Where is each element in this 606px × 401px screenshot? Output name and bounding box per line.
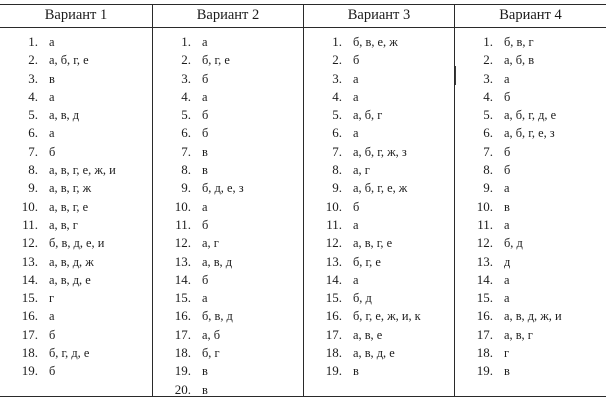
row-number: 4.	[28, 88, 38, 104]
row-number: 17.	[174, 326, 191, 342]
row-answer: а, б, г, ж, з	[353, 144, 407, 159]
row-answer: б	[49, 364, 56, 379]
table-row	[455, 179, 606, 197]
row-number: 6.	[483, 125, 493, 141]
row-number: 2.	[28, 52, 38, 68]
row-answer: б, д, е, з	[202, 181, 244, 196]
table-row	[304, 143, 454, 161]
row-answer: а, б, в	[504, 53, 535, 68]
row-number: 5.	[28, 107, 38, 123]
table-row	[304, 51, 454, 69]
row-answer: б, д	[353, 291, 372, 306]
row-answer: а	[49, 35, 55, 49]
row-number: 9.	[483, 180, 493, 196]
row-answer: б	[202, 217, 209, 232]
row-answer: а	[353, 71, 359, 86]
row-number: 17.	[21, 326, 38, 342]
row-number: 12.	[325, 235, 342, 251]
row-number: 1.	[332, 34, 342, 49]
table-row	[304, 106, 454, 124]
table-row	[0, 106, 152, 124]
row-answer: а, в, е	[353, 327, 383, 342]
row-answer: а	[202, 35, 208, 49]
row-answer: а, г	[353, 163, 370, 178]
row-number: 18.	[174, 345, 191, 361]
table-row	[153, 88, 303, 106]
row-answer: а, б, г, е	[49, 53, 89, 68]
table-row	[455, 106, 606, 124]
row-number: 11.	[22, 216, 38, 232]
row-answer: а	[202, 199, 208, 214]
row-number: 12.	[21, 235, 38, 251]
row-number: 13.	[325, 253, 342, 269]
row-number: 14.	[174, 271, 191, 287]
table-row	[304, 216, 454, 234]
row-number: 7.	[181, 143, 191, 159]
table-row	[0, 33, 152, 51]
row-number: 4.	[181, 88, 191, 104]
row-answer: б	[202, 272, 209, 287]
row-answer: в	[202, 382, 208, 397]
row-number: 8.	[28, 162, 38, 178]
table-row	[304, 88, 454, 106]
row-answer: в	[202, 364, 208, 379]
row-number: 19.	[325, 363, 342, 379]
table-row	[153, 143, 303, 161]
table-row	[153, 51, 303, 69]
row-number: 11.	[175, 216, 191, 232]
row-answer: а	[49, 89, 55, 104]
row-answer: а, б, г, е, ж	[353, 181, 408, 196]
column-header-variant-3: Вариант 3	[347, 7, 411, 23]
table-row	[455, 289, 606, 307]
row-answer: а	[202, 89, 208, 104]
table-column-variant-2	[153, 4, 303, 396]
row-number: 2.	[483, 52, 493, 68]
table-row	[153, 124, 303, 142]
table-row	[455, 33, 606, 51]
column-rows-variant-2	[153, 28, 303, 396]
table-row	[0, 307, 152, 325]
row-answer: б, г, е	[202, 53, 230, 68]
table-row	[153, 253, 303, 271]
row-answer: б, в, д	[202, 309, 233, 324]
row-number: 15.	[174, 290, 191, 306]
table-column-variant-1	[0, 4, 152, 396]
row-answer: б	[49, 144, 56, 159]
table-row	[153, 216, 303, 234]
table-row	[153, 344, 303, 362]
row-answer: в	[353, 364, 359, 379]
row-number: 5.	[332, 107, 342, 123]
row-answer: б, г, е	[353, 254, 381, 269]
table-row	[304, 198, 454, 216]
table-row	[0, 289, 152, 307]
row-answer: а, в, г	[49, 217, 78, 232]
table-row	[304, 289, 454, 307]
row-answer: а, в, г, е	[49, 199, 89, 214]
table-row	[0, 362, 152, 380]
table-row	[0, 161, 152, 179]
row-number: 2.	[181, 52, 191, 68]
row-number: 4.	[332, 88, 342, 104]
row-number: 10.	[476, 198, 493, 214]
row-number: 5.	[181, 107, 191, 123]
row-number: 14.	[476, 271, 493, 287]
row-answer: а	[49, 309, 55, 324]
table-row	[304, 271, 454, 289]
row-number: 19.	[174, 363, 191, 379]
row-answer: а	[504, 217, 510, 232]
row-answer: б	[504, 163, 511, 178]
table-row	[304, 70, 454, 88]
table-row	[304, 124, 454, 142]
row-answer: а, в, д, е	[49, 272, 91, 287]
row-answer: б	[202, 108, 209, 123]
row-answer: а	[504, 272, 510, 287]
row-number: 6.	[332, 125, 342, 141]
table-row	[455, 143, 606, 161]
row-number: 12.	[174, 235, 191, 251]
row-answer: а	[49, 126, 55, 141]
row-answer: г	[504, 346, 510, 361]
table-row	[455, 326, 606, 344]
table-row	[455, 216, 606, 234]
table-row	[455, 271, 606, 289]
row-number: 18.	[325, 345, 342, 361]
row-number: 7.	[483, 143, 493, 159]
row-answer: б, д	[504, 236, 523, 251]
table-row	[455, 124, 606, 142]
row-number: 18.	[21, 345, 38, 361]
table-column-variant-3	[304, 4, 454, 396]
row-answer: б	[504, 144, 511, 159]
column-header-variant-1: Вариант 1	[44, 7, 108, 23]
row-answer: а, г	[202, 236, 219, 251]
table-row	[304, 234, 454, 252]
table-row	[153, 271, 303, 289]
table-row	[153, 198, 303, 216]
table-row	[0, 70, 152, 88]
row-number: 16.	[174, 308, 191, 324]
row-number: 1.	[28, 34, 38, 49]
row-number: 14.	[21, 271, 38, 287]
table-row	[304, 362, 454, 380]
row-number: 11.	[326, 216, 342, 232]
table-row	[0, 88, 152, 106]
row-answer: а, в, г, е, ж, и	[49, 163, 116, 178]
table-row	[0, 216, 152, 234]
row-number: 10.	[325, 198, 342, 214]
table-row	[153, 307, 303, 325]
row-answer: в	[504, 364, 510, 379]
row-number: 5.	[483, 107, 493, 123]
row-answer: б	[49, 327, 56, 342]
row-answer: а, б, г	[353, 108, 383, 123]
row-answer: в	[504, 199, 510, 214]
row-number: 6.	[28, 125, 38, 141]
row-answer: б	[353, 199, 360, 214]
table-row	[0, 234, 152, 252]
row-number: 9.	[181, 180, 191, 196]
table-row	[455, 362, 606, 380]
row-number: 4.	[483, 88, 493, 104]
table-row	[0, 51, 152, 69]
row-answer: а, в, д	[202, 254, 233, 269]
row-number: 19.	[21, 363, 38, 379]
row-answer: б, г	[202, 346, 220, 361]
row-number: 12.	[476, 235, 493, 251]
table-row	[0, 326, 152, 344]
row-number: 8.	[181, 162, 191, 178]
table-row	[455, 253, 606, 271]
row-number: 1.	[483, 34, 493, 49]
table-row	[304, 344, 454, 362]
row-answer: а	[353, 217, 359, 232]
table-row	[0, 198, 152, 216]
row-answer: а	[504, 71, 510, 86]
row-answer: б	[504, 89, 511, 104]
row-answer: а, в, д	[49, 108, 80, 123]
table-row	[0, 253, 152, 271]
column-rows-variant-4	[455, 28, 606, 396]
row-answer: д	[504, 254, 511, 269]
row-answer: а, б, г, д, е	[504, 108, 557, 123]
row-number: 14.	[325, 271, 342, 287]
row-number: 9.	[28, 180, 38, 196]
row-number: 19.	[476, 363, 493, 379]
row-answer: г	[49, 291, 55, 306]
column-header-variant-4: Вариант 4	[499, 7, 562, 23]
table-row	[304, 179, 454, 197]
row-answer: б, в, д, е, и	[49, 236, 105, 251]
table-row	[153, 179, 303, 197]
row-number: 15.	[476, 290, 493, 306]
row-answer: а, в, д, ж, и	[504, 309, 562, 324]
table-row	[153, 326, 303, 344]
table-row	[304, 326, 454, 344]
row-answer: б, в, г	[504, 35, 534, 49]
table-row	[304, 33, 454, 51]
table-row	[455, 70, 606, 88]
row-number: 7.	[332, 143, 342, 159]
row-answer: а, в, г, е	[353, 236, 393, 251]
row-answer: б, г, е, ж, и, к	[353, 309, 421, 324]
table-row	[153, 362, 303, 380]
row-answer: а	[353, 126, 359, 141]
row-number: 3.	[181, 70, 191, 86]
row-answer: а, в, г, ж	[49, 181, 92, 196]
table-row	[153, 70, 303, 88]
table-row	[455, 51, 606, 69]
table-row	[304, 307, 454, 325]
row-number: 13.	[476, 253, 493, 269]
row-number: 10.	[174, 198, 191, 214]
table-row	[0, 179, 152, 197]
row-answer: а	[202, 291, 208, 306]
row-answer: а, б, г, е, з	[504, 126, 555, 141]
table-row	[0, 124, 152, 142]
row-number: 20.	[174, 381, 191, 397]
row-number: 9.	[332, 180, 342, 196]
table-row	[153, 161, 303, 179]
column-rows-variant-1	[0, 28, 152, 396]
scan-stroke-artifact	[455, 66, 456, 85]
row-number: 16.	[21, 308, 38, 324]
answer-key-table	[0, 4, 606, 397]
table-row	[0, 271, 152, 289]
table-row	[455, 161, 606, 179]
row-answer: б, в, е, ж	[353, 35, 398, 49]
row-number: 2.	[332, 52, 342, 68]
table-row	[304, 161, 454, 179]
row-number: 15.	[325, 290, 342, 306]
row-number: 16.	[476, 308, 493, 324]
table-row	[455, 234, 606, 252]
row-number: 17.	[476, 326, 493, 342]
row-number: 3.	[483, 70, 493, 86]
table-row	[153, 289, 303, 307]
row-number: 15.	[21, 290, 38, 306]
row-answer: в	[202, 163, 208, 178]
column-header-variant-2: Вариант 2	[196, 7, 260, 23]
row-answer: б, г, д, е	[49, 346, 90, 361]
row-answer: а, в, г	[504, 327, 533, 342]
row-number: 17.	[325, 326, 342, 342]
row-number: 16.	[325, 308, 342, 324]
table-column-variant-4	[455, 4, 606, 396]
row-number: 3.	[28, 70, 38, 86]
row-answer: б	[353, 53, 360, 68]
row-number: 10.	[21, 198, 38, 214]
row-number: 8.	[332, 162, 342, 178]
row-answer: б	[202, 126, 209, 141]
table-row	[304, 253, 454, 271]
row-number: 11.	[477, 216, 493, 232]
row-answer: а	[353, 89, 359, 104]
row-number: 7.	[28, 143, 38, 159]
row-number: 6.	[181, 125, 191, 141]
table-row	[455, 307, 606, 325]
table-row	[455, 198, 606, 216]
row-answer: а, б	[202, 327, 220, 342]
row-answer: а, в, д, ж	[49, 254, 94, 269]
row-number: 18.	[476, 345, 493, 361]
table-row	[0, 344, 152, 362]
row-answer: б	[202, 71, 209, 86]
row-number: 8.	[483, 162, 493, 178]
row-number: 1.	[181, 34, 191, 49]
table-row	[455, 344, 606, 362]
row-number: 3.	[332, 70, 342, 86]
row-answer: в	[49, 71, 55, 86]
row-answer: а, в, д, е	[353, 346, 395, 361]
table-row	[153, 106, 303, 124]
table-row	[153, 381, 303, 399]
column-rows-variant-3	[304, 28, 454, 396]
table-row	[153, 33, 303, 51]
table-row	[153, 234, 303, 252]
table-bottom-border	[0, 396, 606, 397]
row-number: 13.	[174, 253, 191, 269]
row-number: 13.	[21, 253, 38, 269]
table-row	[455, 88, 606, 106]
row-answer: а	[353, 272, 359, 287]
row-answer: в	[202, 144, 208, 159]
row-answer: а	[504, 291, 510, 306]
table-row	[0, 143, 152, 161]
row-answer: а	[504, 181, 510, 196]
